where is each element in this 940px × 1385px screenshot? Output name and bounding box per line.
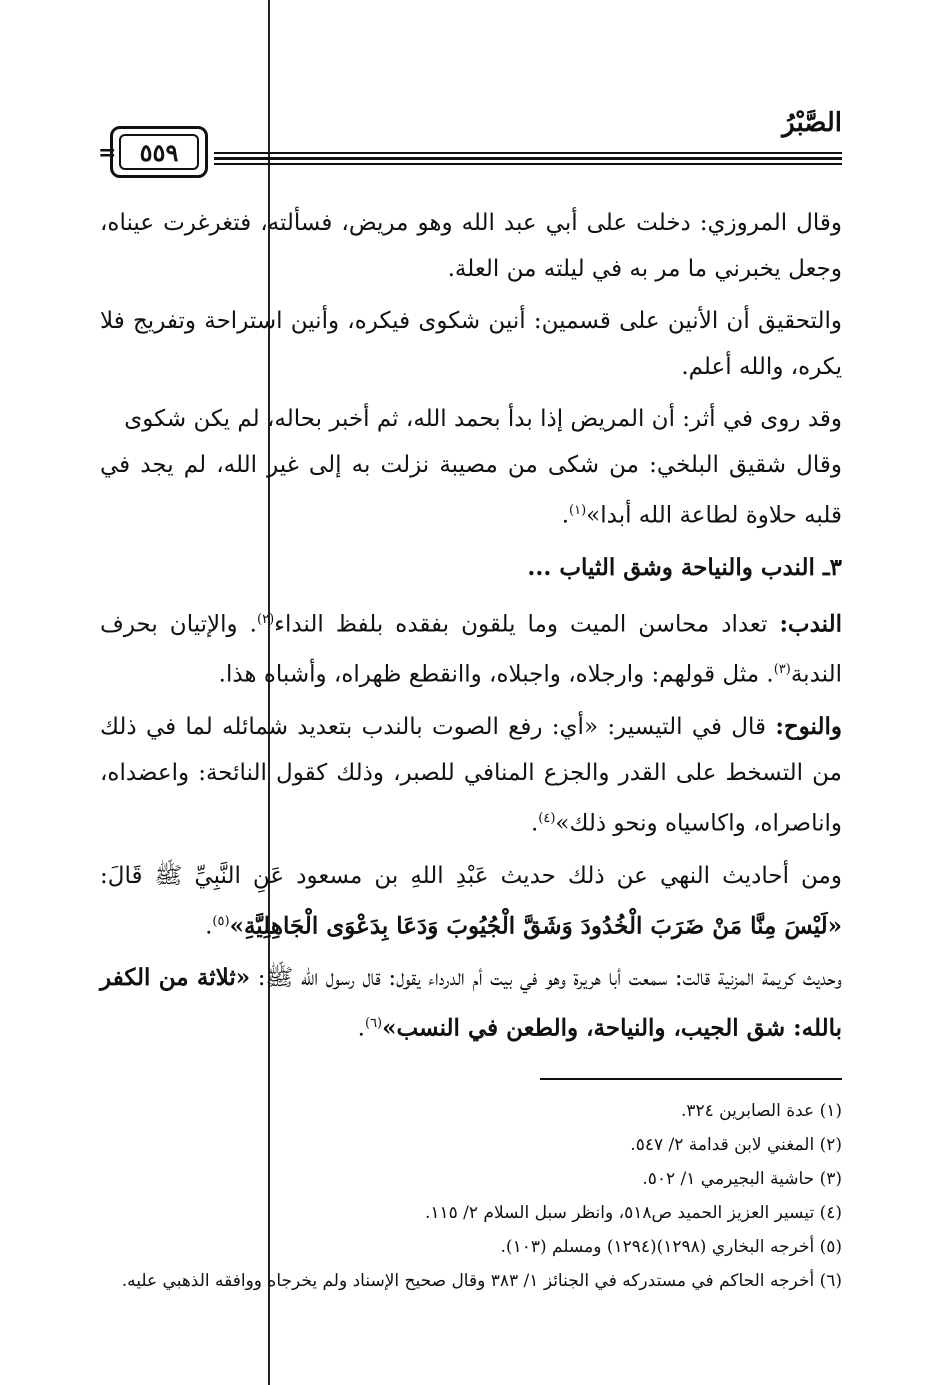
footnote-separator: [540, 1078, 842, 1080]
page-number-frame: [110, 126, 208, 178]
paragraph-text: .: [530, 810, 539, 837]
paragraph: [100, 597, 842, 698]
footnote: (٣) حاشية البجيرمي ١/ ٥٠٢.: [642, 1169, 842, 1189]
paragraph-text: .: [205, 913, 213, 940]
term: الندب:: [779, 610, 842, 638]
hadith-quote: «لَيْسَ مِنَّا مَنْ ضَرَبَ الْخُدُودَ وَشَقَّ الْجُيُوبَ وَدَعَا بِدَعْوَى الْجَاهِلِيَّةِ»: [229, 912, 842, 940]
running-title: الصَّبْرُ: [782, 108, 842, 138]
paragraph: [100, 442, 842, 539]
footnote: (٥) أخرجه البخاري (١٢٩٨)(١٢٩٤) ومسلم (١٠٣).: [500, 1237, 842, 1257]
hadith-quote: «ثلاثة من الكفر بالله: شق الجيب، والنياحة، والطعن في النسب»: [100, 964, 842, 1042]
footnote-ref: (٢): [257, 611, 275, 627]
paragraph-text: وقد روى في أثر: أن المريض إذا بدأ بحمد الله، ثم أخبر بحاله، لم يكن شكوى: [124, 406, 842, 432]
paragraph: [100, 298, 842, 390]
footnote-ref: (٣): [773, 662, 791, 678]
paragraph-text: تعداد محاسن الميت وما يلقون بفقده بلفظ النداء: [274, 611, 780, 638]
term: والنوح:: [775, 712, 842, 740]
paragraph: [100, 853, 842, 950]
paragraph: [100, 396, 842, 442]
footnote-ref: (٥): [212, 913, 230, 929]
page-number-mark: =: [98, 140, 117, 166]
paragraph-text: وقال شقيق البلخي: من شكى من مصيبة نزلت به إلى غير الله، لم يجد في قلبه حلاوة لطاعة الله أبدا»: [100, 452, 842, 529]
paragraph-text: . مثل قولهم: وارجلاه، واجبلاه، واانقطع ظهراه، وأشباه هذا.: [218, 661, 774, 688]
paragraph-text: قال في التيسير: «أي: رفع الصوت بالندب بتعديد شمائله لما في ذلك من التسخط على القدر والجزع المنافي للصبر، وذلك كقول النائحة: واعضداه، واناصراه، واكاسياه ونحو ذلك»: [100, 713, 842, 837]
paragraph-text: وحديث كريمة المزنية قالت: سمعت أبا هريرة وهو في بيت أم الدرداء يقول: قال رسول الله ﷺ:: [250, 965, 843, 992]
paragraph: [100, 704, 842, 847]
paragraph-text: .: [561, 502, 570, 529]
footnote-ref: (٤): [538, 810, 556, 826]
paragraph-text: وقال المروزي: دخلت على أبي عبد الله وهو مريض، فسألته، فتغرغرت عيناه، وجعل يخبرني ما مر به في ليلته من العلة.: [100, 210, 842, 282]
page-number: ٥٥٩: [119, 134, 199, 170]
header-rule-line: [214, 152, 842, 154]
footnote-ref: (١): [569, 503, 587, 518]
paragraph-text: ومن أحاديث النهي عن ذلك حديث عَبْدِ اللهِ بن مسعود عَنِ النَّبِيِّ ﷺ قَالَ:: [100, 862, 842, 889]
paragraph: [100, 955, 842, 1052]
paragraph-text: .: [357, 1015, 365, 1042]
section-heading: ٣ـ الندب والنياحة وشق الثياب ...: [527, 553, 842, 581]
header-rule-line: [214, 163, 842, 165]
main-text: [100, 200, 842, 1058]
footnote-ref: (٦): [364, 1016, 383, 1032]
footnote: (٢) المغني لابن قدامة ٢/ ٥٤٧.: [630, 1135, 842, 1155]
paragraph: [100, 200, 842, 292]
footnote: (١) عدة الصابرين ٣٢٤.: [680, 1101, 842, 1121]
footnote: (٤) تيسير العزيز الحميد ص٥١٨، وانظر سبل السلام ٢/ ١١٥.: [424, 1203, 842, 1223]
header-rule: [214, 150, 842, 164]
paragraph-text: . والإتيان بحرف الندبة: [100, 611, 842, 688]
footnote: (٦) أخرجه الحاكم في مستدركه في الجنائز ١/ ٣٨٣ وقال صحيح الإسناد ولم يخرجاه ووافقه الذهبي عليه.: [121, 1271, 842, 1291]
paragraph-text: والتحقيق أن الأنين على قسمين: أنين شكوى فيكره، وأنين استراحة وتفريج فلا يكره، والله أعلم.: [100, 308, 842, 380]
footnotes: [100, 1094, 842, 1298]
header-rule-line: [214, 157, 842, 160]
